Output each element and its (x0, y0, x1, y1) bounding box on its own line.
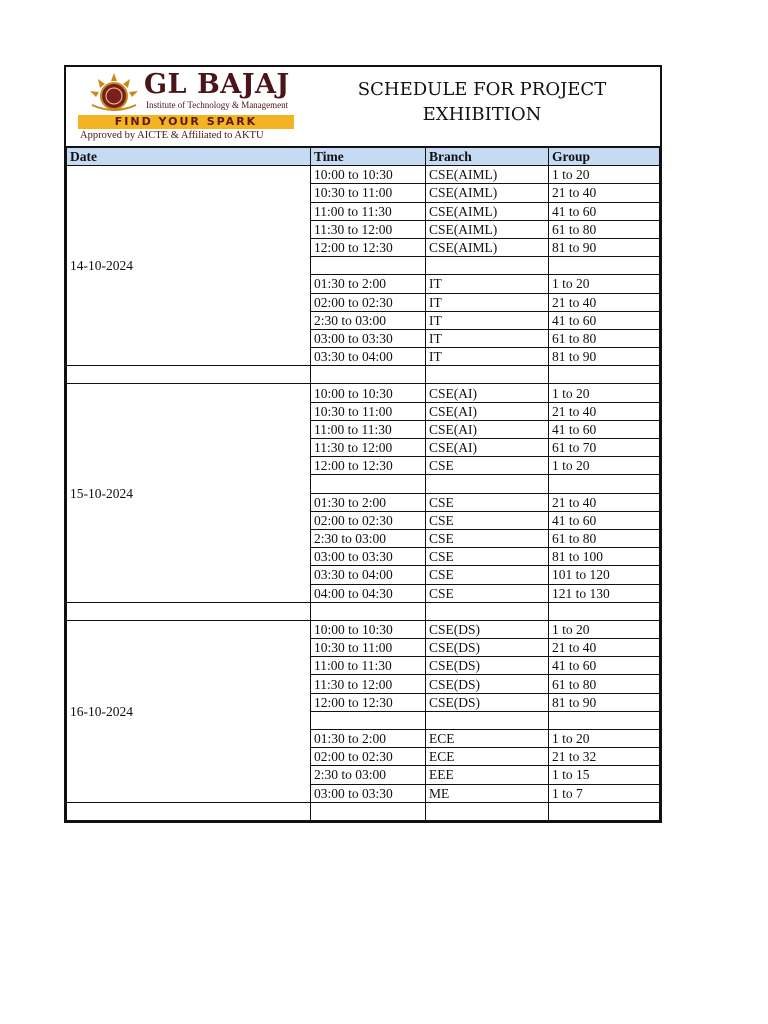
branch-cell: CSE(DS) (426, 657, 549, 675)
group-cell (549, 257, 660, 275)
branch-cell: ECE (426, 730, 549, 748)
title-line-1: SCHEDULE FOR PROJECT (357, 79, 607, 100)
separator-row (67, 602, 660, 620)
institute-name: Institute of Technology & Management (146, 100, 289, 110)
time-cell: 02:00 to 02:30 (311, 511, 426, 529)
branch-cell: CSE(DS) (426, 639, 549, 657)
branch-cell: CSE (426, 457, 549, 475)
branch-cell: EEE (426, 766, 549, 784)
empty-cell (67, 602, 311, 620)
time-cell: 10:30 to 11:00 (311, 402, 426, 420)
branch-cell: CSE (426, 529, 549, 547)
schedule-sheet (64, 65, 662, 823)
time-cell (311, 257, 426, 275)
group-cell: 21 to 40 (549, 402, 660, 420)
table-row (67, 620, 660, 638)
time-cell: 03:30 to 04:00 (311, 566, 426, 584)
table-body (67, 166, 660, 821)
branch-cell: CSE(AIML) (426, 220, 549, 238)
time-cell: 01:30 to 2:00 (311, 275, 426, 293)
group-cell: 41 to 60 (549, 420, 660, 438)
time-cell (311, 475, 426, 493)
group-cell: 61 to 80 (549, 329, 660, 347)
group-cell: 1 to 20 (549, 620, 660, 638)
time-cell: 11:00 to 11:30 (311, 420, 426, 438)
empty-cell (549, 802, 660, 820)
branch-cell: CSE(AI) (426, 384, 549, 402)
time-cell: 11:30 to 12:00 (311, 220, 426, 238)
group-cell: 61 to 80 (549, 675, 660, 693)
branch-cell: CSE(AIML) (426, 166, 549, 184)
group-cell (549, 711, 660, 729)
group-cell: 41 to 60 (549, 311, 660, 329)
group-cell: 81 to 100 (549, 548, 660, 566)
empty-cell (549, 366, 660, 384)
approval-text: Approved by AICTE & Affiliated to AKTU (80, 130, 264, 141)
group-cell: 41 to 60 (549, 202, 660, 220)
group-cell: 1 to 15 (549, 766, 660, 784)
group-cell: 1 to 20 (549, 384, 660, 402)
empty-cell (426, 802, 549, 820)
time-cell: 11:00 to 11:30 (311, 657, 426, 675)
empty-cell (549, 602, 660, 620)
time-cell: 11:30 to 12:00 (311, 675, 426, 693)
group-cell: 21 to 40 (549, 293, 660, 311)
time-cell: 02:00 to 02:30 (311, 293, 426, 311)
table-row (67, 384, 660, 402)
group-cell (549, 475, 660, 493)
branch-cell: CSE (426, 548, 549, 566)
branch-cell: IT (426, 275, 549, 293)
empty-cell (67, 802, 311, 820)
group-cell: 61 to 80 (549, 220, 660, 238)
branch-cell: IT (426, 293, 549, 311)
time-cell: 12:00 to 12:30 (311, 238, 426, 256)
group-cell: 1 to 20 (549, 275, 660, 293)
time-cell: 03:00 to 03:30 (311, 329, 426, 347)
branch-cell: CSE(AIML) (426, 202, 549, 220)
branch-cell: IT (426, 329, 549, 347)
table-row (67, 166, 660, 184)
time-cell: 02:00 to 02:30 (311, 748, 426, 766)
date-cell: 15-10-2024 (67, 384, 311, 602)
column-header-date: Date (67, 148, 311, 166)
time-cell (311, 711, 426, 729)
time-cell: 04:00 to 04:30 (311, 584, 426, 602)
table-header-row (67, 148, 660, 166)
column-header-time: Time (311, 148, 426, 166)
group-cell: 1 to 20 (549, 457, 660, 475)
schedule-table (66, 147, 660, 821)
branch-cell: CSE(AI) (426, 439, 549, 457)
time-cell: 12:00 to 12:30 (311, 457, 426, 475)
branch-cell: IT (426, 311, 549, 329)
group-cell: 101 to 120 (549, 566, 660, 584)
branch-cell (426, 257, 549, 275)
tagline-banner: FIND YOUR SPARK (78, 115, 294, 129)
group-cell: 1 to 7 (549, 784, 660, 802)
branch-cell: CSE (426, 511, 549, 529)
group-cell: 1 to 20 (549, 166, 660, 184)
time-cell: 03:30 to 04:00 (311, 348, 426, 366)
time-cell: 2:30 to 03:00 (311, 529, 426, 547)
branch-cell: CSE(DS) (426, 675, 549, 693)
time-cell: 2:30 to 03:00 (311, 311, 426, 329)
branch-cell: CSE(DS) (426, 693, 549, 711)
empty-cell (426, 602, 549, 620)
branch-cell: CSE(AIML) (426, 184, 549, 202)
time-cell: 01:30 to 2:00 (311, 493, 426, 511)
empty-cell (311, 602, 426, 620)
group-cell: 21 to 40 (549, 184, 660, 202)
emblem-icon (86, 71, 142, 113)
separator-row (67, 366, 660, 384)
group-cell: 1 to 20 (549, 730, 660, 748)
branch-cell: ME (426, 784, 549, 802)
group-cell: 81 to 90 (549, 693, 660, 711)
column-header-branch: Branch (426, 148, 549, 166)
column-header-group: Group (549, 148, 660, 166)
branch-cell: CSE (426, 493, 549, 511)
group-cell: 61 to 80 (549, 529, 660, 547)
branch-cell: IT (426, 348, 549, 366)
group-cell: 81 to 90 (549, 348, 660, 366)
date-cell: 16-10-2024 (67, 620, 311, 802)
group-cell: 21 to 40 (549, 639, 660, 657)
title-line-2: EXHIBITION (422, 104, 542, 125)
time-cell: 12:00 to 12:30 (311, 693, 426, 711)
empty-cell (311, 802, 426, 820)
time-cell: 11:00 to 11:30 (311, 202, 426, 220)
separator-row (67, 802, 660, 820)
group-cell: 81 to 90 (549, 238, 660, 256)
branch-cell: ECE (426, 748, 549, 766)
page-title (302, 77, 662, 127)
branch-cell: CSE(DS) (426, 620, 549, 638)
group-cell: 41 to 60 (549, 657, 660, 675)
group-cell: 41 to 60 (549, 511, 660, 529)
group-cell: 21 to 32 (549, 748, 660, 766)
empty-cell (311, 366, 426, 384)
empty-cell (67, 366, 311, 384)
branch-cell: CSE (426, 566, 549, 584)
institution-logo (76, 71, 302, 143)
group-cell: 61 to 70 (549, 439, 660, 457)
branch-cell: CSE(AI) (426, 402, 549, 420)
time-cell: 10:00 to 10:30 (311, 620, 426, 638)
time-cell: 10:00 to 10:30 (311, 166, 426, 184)
branch-cell (426, 711, 549, 729)
date-cell: 14-10-2024 (67, 166, 311, 366)
time-cell: 10:00 to 10:30 (311, 384, 426, 402)
time-cell: 03:00 to 03:30 (311, 784, 426, 802)
branch-cell: CSE(AI) (426, 420, 549, 438)
time-cell: 11:30 to 12:00 (311, 439, 426, 457)
branch-cell (426, 475, 549, 493)
time-cell: 03:00 to 03:30 (311, 548, 426, 566)
time-cell: 2:30 to 03:00 (311, 766, 426, 784)
empty-cell (426, 366, 549, 384)
group-cell: 21 to 40 (549, 493, 660, 511)
branch-cell: CSE (426, 584, 549, 602)
time-cell: 01:30 to 2:00 (311, 730, 426, 748)
branch-cell: CSE(AIML) (426, 238, 549, 256)
time-cell: 10:30 to 11:00 (311, 639, 426, 657)
sheet-header (66, 67, 660, 147)
time-cell: 10:30 to 11:00 (311, 184, 426, 202)
brand-name: GL BAJAJ (144, 69, 290, 100)
group-cell: 121 to 130 (549, 584, 660, 602)
